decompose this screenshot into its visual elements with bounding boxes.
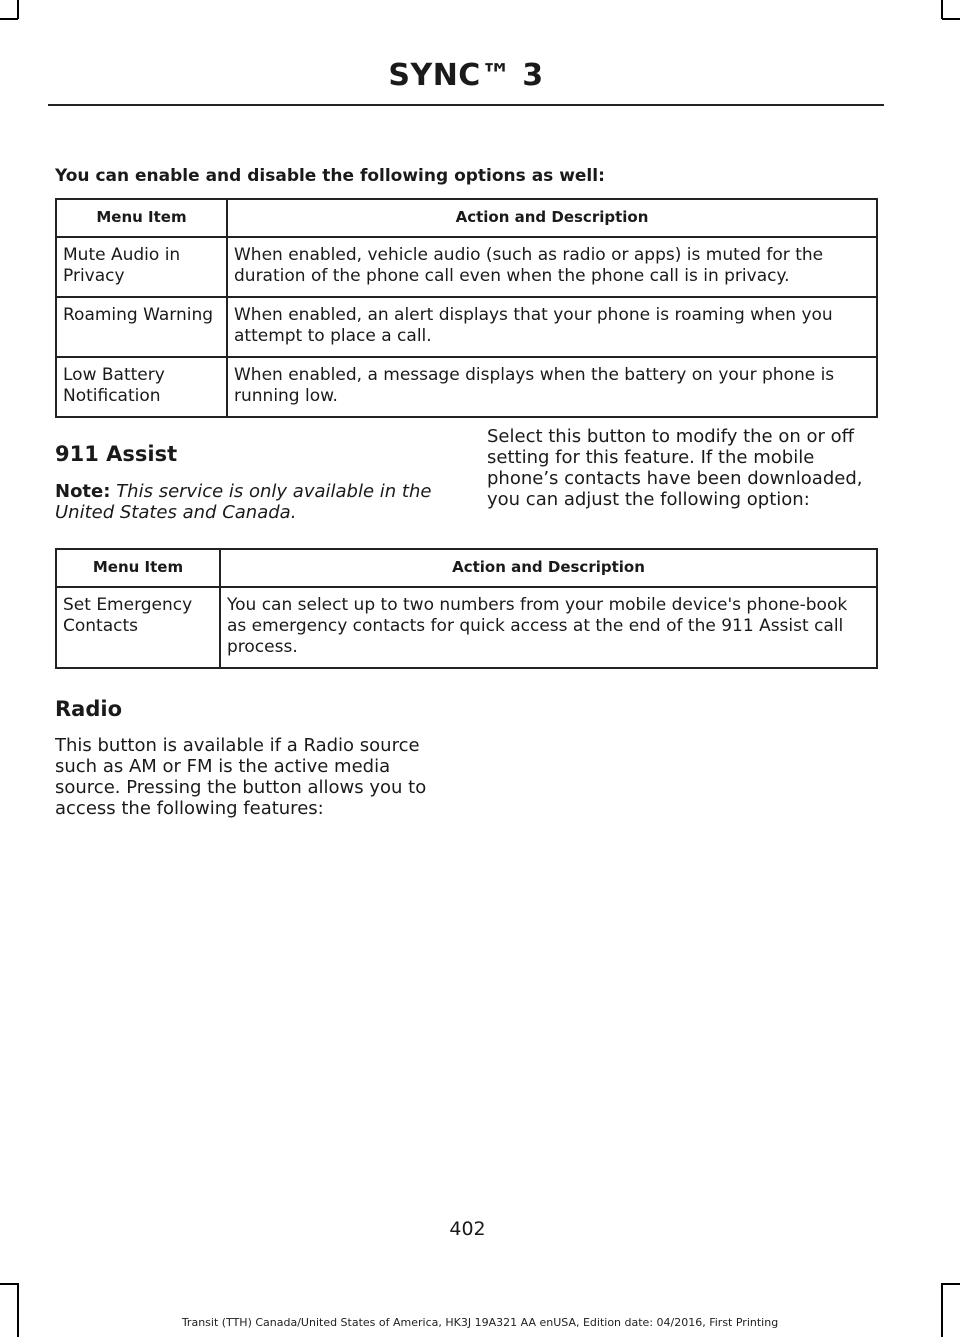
menu-item-cell: Set Emergency Contacts [56, 587, 220, 668]
intro-text: You can enable and disable the following options as well: [55, 166, 605, 186]
table-row [56, 237, 877, 297]
column-header: Menu Item [56, 549, 220, 587]
crop-mark [942, 18, 960, 20]
column-header: Action and Description [227, 199, 877, 237]
crop-mark [0, 18, 18, 20]
footer-text: Transit (TTH) Canada/United States of America, HK3J 19A321 AA enUSA, Edition date: 04/2016, First Printing [181, 1316, 779, 1329]
column-header: Action and Description [220, 549, 877, 587]
table-row [56, 357, 877, 417]
page-title: SYNC™ 3 [388, 58, 544, 93]
assist-body: Select this button to modify the on or off setting for this feature. If the mobile phone’s contacts have been downloaded, you can adjust the following option: [487, 426, 863, 510]
radio-section [55, 697, 435, 819]
description-cell: When enabled, a message displays when the battery on your phone is running low. [227, 357, 877, 417]
crop-mark [0, 1283, 18, 1285]
table-row [56, 297, 877, 357]
note-label: Note: [55, 481, 111, 502]
description-cell: When enabled, an alert displays that your phone is roaming when you attempt to place a call. [227, 297, 877, 357]
section-heading: Radio [55, 697, 122, 721]
note [55, 481, 435, 523]
column-header: Menu Item [56, 199, 227, 237]
page-number: 402 [449, 1218, 486, 1240]
options-table [55, 198, 878, 418]
section-heading: 911 Assist [55, 442, 178, 466]
crop-mark [941, 0, 943, 19]
emergency-table [55, 548, 878, 669]
table-header-row [56, 199, 877, 237]
menu-item-cell: Mute Audio in Privacy [56, 237, 227, 297]
table-row [56, 587, 877, 668]
assist-section [55, 442, 435, 523]
menu-item-cell: Roaming Warning [56, 297, 227, 357]
description-cell: When enabled, vehicle audio (such as radio or apps) is muted for the duration of the phone call even when the phone call is in privacy. [227, 237, 877, 297]
menu-item-cell: Low Battery Notification [56, 357, 227, 417]
crop-mark [942, 1283, 960, 1285]
description-cell: You can select up to two numbers from your mobile device's phone-book as emergency contacts for quick access at the end of the 911 Assist call process. [220, 587, 877, 668]
radio-body: This button is available if a Radio source such as AM or FM is the active media source. Pressing the button allows you to access the following features: [55, 735, 427, 819]
table-header-row [56, 549, 877, 587]
crop-mark [17, 0, 19, 19]
note-text: This service is only available in the United States and Canada. [55, 481, 432, 523]
header-divider [48, 104, 884, 106]
